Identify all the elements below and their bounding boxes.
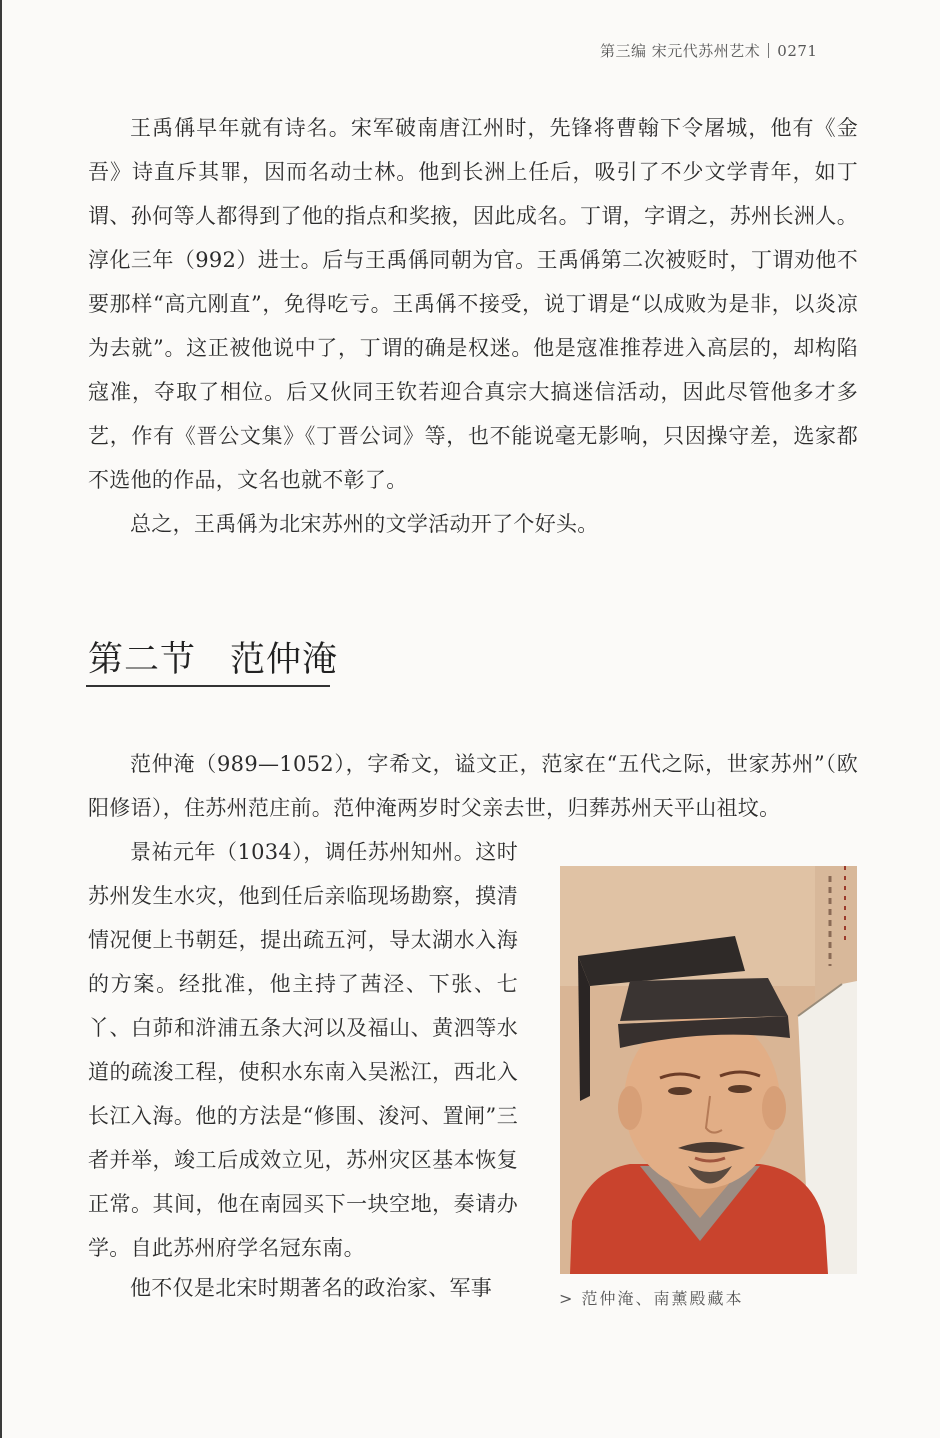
- section-name: 范仲淹: [230, 640, 339, 680]
- header-separator: [768, 43, 769, 58]
- paragraph-fan-continued: 他不仅是北宋时期著名的政治家、军事: [130, 1276, 493, 1300]
- page-number: 0271: [777, 42, 818, 60]
- paragraph-wang-yucheng: 王禹偁早年就有诗名。宋军破南唐江州时，先锋将曹翰下令屠城，他有《金吾》诗直斥其罪，因而名动士林。他到长洲上任后，吸引了不少文学青年，如丁谓、孙何等人都得到了他的指点和奖掖，因此成名。丁谓，字谓之，苏州长洲人。淳化三年（992）进士。后与王禹偁同朝为官。王禹偁第二次被贬时，丁谓劝他不要那样“高亢刚直”，免得吃亏。王禹偁不接受，说丁谓是“以成败为是非，以炎凉为去就”。这正被他说中了，丁谓的确是权迷。他是寇准推荐进入高层的，却构陷寇准，夺取了相位。后又伙同王钦若迎合真宗大搞迷信活动，因此尽管他多才多艺，作有《晋公文集》《丁晋公词》等，也不能说毫无影响，只因操守差，选家都不选他的作品，文名也就不彰了。: [88, 116, 858, 492]
- page-spine-edge: [0, 0, 2, 1438]
- heading-underline: [86, 685, 330, 687]
- running-header: [600, 40, 900, 61]
- portrait-image: [560, 866, 857, 1274]
- section-number: 第二节: [88, 640, 197, 680]
- paragraph-fan-intro: 范仲淹（989—1052），字希文，谥文正，范家在“五代之际，世家苏州”（欧阳修语），住苏州范庄前。范仲淹两岁时父亲去世，归葬苏州天平山祖坟。: [88, 752, 858, 820]
- paragraph-fan-suzhou: 景祐元年（1034），调任苏州知州。这时苏州发生水灾，他到任后亲临现场勘察，摸清情况便上书朝廷，提出疏五河，导太湖水入海的方案。经批准，他主持了茜泾、下张、七丫、白茆和浒浦五条大河以及福山、黄泗等水道的疏浚工程，使积水东南入吴淞江，西北入长江入海。他的方法是“修围、浚河、置闸”三者并举，竣工后成效立见，苏州灾区基本恢复正常。其间，他在南园买下一块空地，奏请办学。自此苏州府学名冠东南。: [88, 840, 518, 1260]
- section-heading: [88, 632, 338, 688]
- chapter-title: 第三编 宋元代苏州艺术: [600, 42, 761, 60]
- figure-caption: > 范仲淹、南薰殿藏本: [559, 1289, 744, 1308]
- paragraph-summary: 总之，王禹偁为北宋苏州的文学活动开了个好头。: [130, 512, 599, 536]
